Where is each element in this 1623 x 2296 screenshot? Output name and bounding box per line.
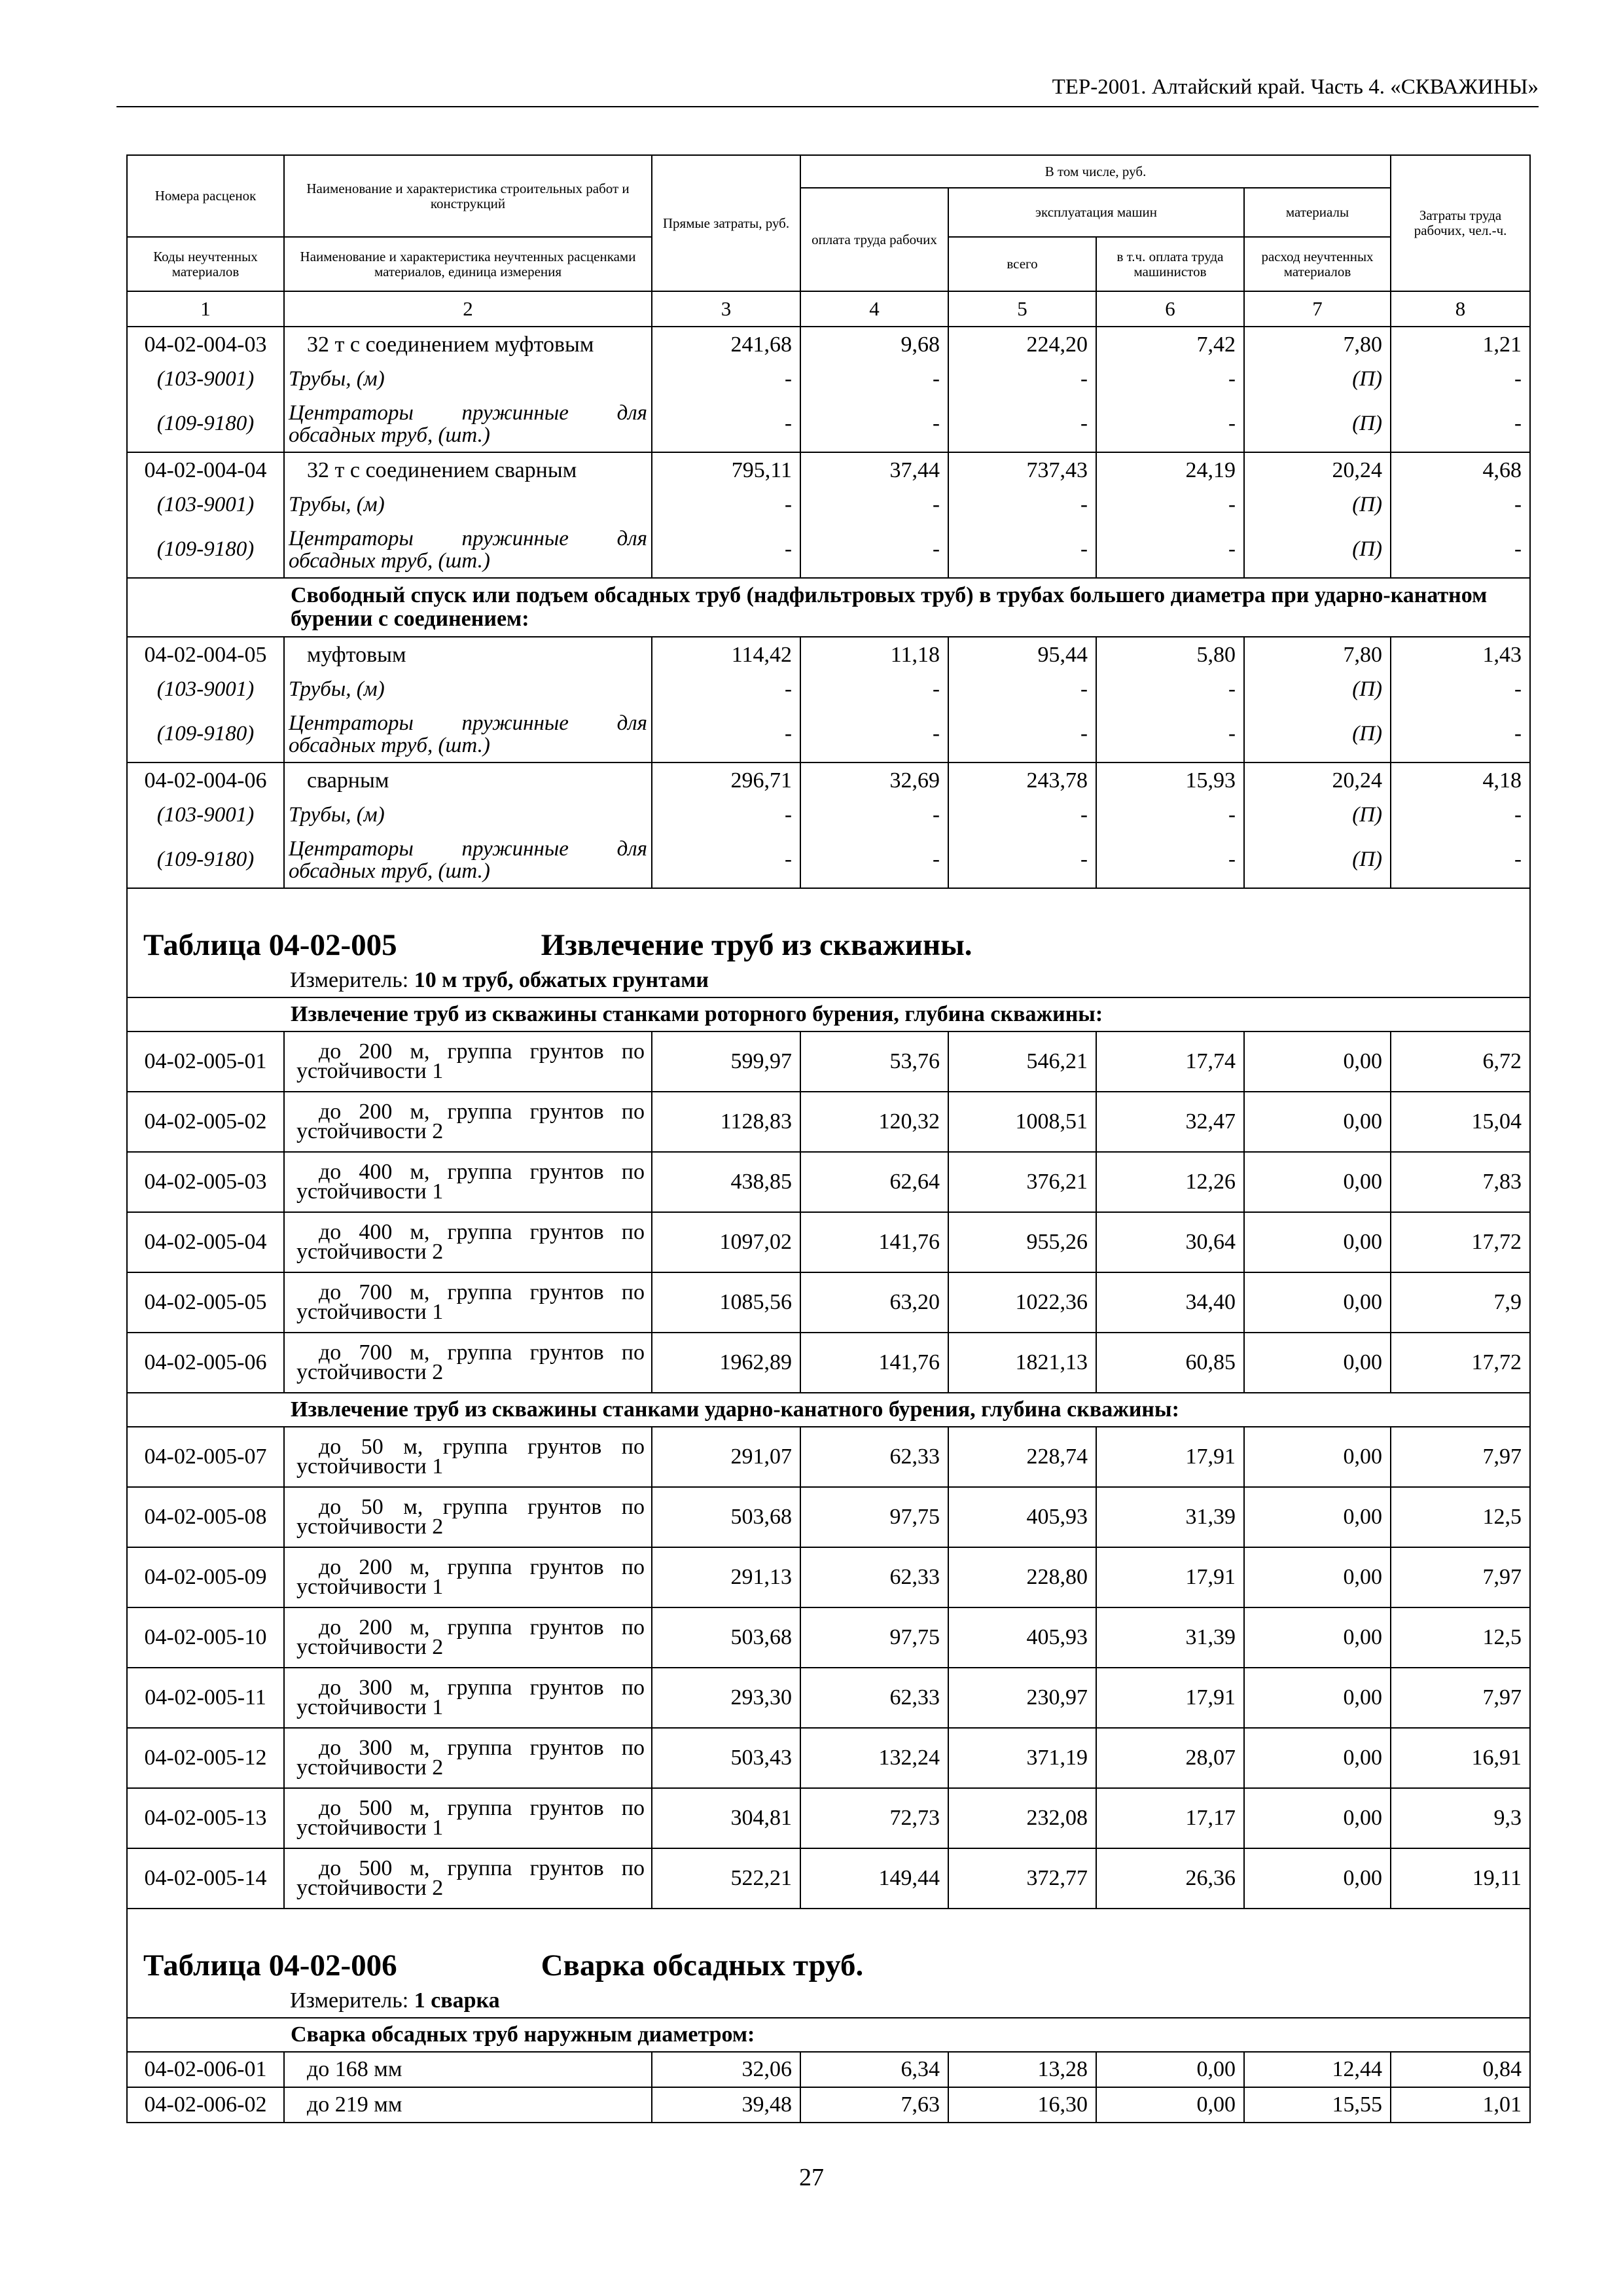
table-row: 04-02-005-01 до 200 м, группа грунтов по устойчивости 1 599,97 53,76 546,21 17,74 0,00 6,72 xyxy=(127,1031,1530,1092)
table-04-02-004-continued xyxy=(127,327,1530,888)
material-row: (109-9180) Центраторы пружинные для обсадных труб, (шт.) - - - - (П) - xyxy=(127,706,1530,762)
table-row: 04-02-005-07 до 50 м, группа грунтов по устойчивости 1 291,07 62,33 228,74 17,91 0,00 7,97 xyxy=(127,1427,1530,1487)
table-04-02-005 xyxy=(127,888,1530,1909)
table-row: 04-02-006-02 до 219 мм 39,48 7,63 16,30 0,00 15,55 1,01 xyxy=(127,2087,1530,2123)
measure-label: Измеритель: xyxy=(290,1988,409,2013)
table-row: 04-02-005-11 до 300 м, группа грунтов по устойчивости 1 293,30 62,33 230,97 17,91 0,00 7,97 xyxy=(127,1668,1530,1728)
measurement-unit xyxy=(127,967,1530,997)
col-unaccounted-materials: расход неучтенных материалов xyxy=(1244,237,1391,291)
table-subject: Сварка обсадных труб. xyxy=(541,1948,864,1982)
section-header: Извлечение труб из скважины станками роторного бурения, глубина скважины: xyxy=(127,997,1530,1031)
col-worker-pay: оплата труда рабочих xyxy=(800,188,948,291)
table-row: 04-02-005-09 до 200 м, группа грунтов по устойчивости 1 291,13 62,33 228,80 17,91 0,00 7,97 xyxy=(127,1547,1530,1607)
table-number: Таблица 04-02-005 xyxy=(143,928,397,962)
table-row: 04-02-005-10 до 200 м, группа грунтов по устойчивости 2 503,68 97,75 405,93 31,39 0,00 12,5 xyxy=(127,1607,1530,1668)
table-row: 04-02-005-04 до 400 м, группа грунтов по устойчивости 2 1097,02 141,76 955,26 30,64 0,00 17,72 xyxy=(127,1212,1530,1272)
col-rate-numbers: Номера расценок xyxy=(127,155,284,237)
col-machines-total: всего xyxy=(948,237,1096,291)
table-row: 04-02-006-01 до 168 мм 32,06 6,34 13,28 0,00 12,44 0,84 xyxy=(127,2052,1530,2087)
col-direct-costs: Прямые затраты, руб. xyxy=(652,155,800,291)
rates-table xyxy=(126,154,1531,2123)
col-material-codes: Коды неучтенных материалов xyxy=(127,237,284,291)
col-machinist-pay: в т.ч. оплата труда машинистов xyxy=(1096,237,1244,291)
table-row: 04-02-005-13 до 500 м, группа грунтов по устойчивости 1 304,81 72,73 232,08 17,17 0,00 9,3 xyxy=(127,1788,1530,1848)
section-header: Извлечение труб из скважины станками ударно-канатного бурения, глубина скважины: xyxy=(127,1393,1530,1427)
table-row: 04-02-004-06 сварным 296,71 32,69 243,78 15,93 20,24 4,18 xyxy=(127,762,1530,798)
table-row: 04-02-005-08 до 50 м, группа грунтов по устойчивости 2 503,68 97,75 405,93 31,39 0,00 12,5 xyxy=(127,1487,1530,1547)
material-row: (103-9001) Трубы, (м) - - - - (П) - xyxy=(127,672,1530,706)
material-row: (109-9180) Центраторы пружинные для обсадных труб, (шт.) - - - - (П) - xyxy=(127,396,1530,452)
table-subject: Извлечение труб из скважины. xyxy=(541,928,972,962)
table-row: 04-02-004-05 муфтовым 114,42 11,18 95,44 5,80 7,80 1,43 xyxy=(127,637,1530,672)
col-labor-hours: Затраты труда рабочих, чел.-ч. xyxy=(1391,155,1530,291)
measure-value: 1 сварка xyxy=(414,1988,500,2013)
col-material-names: Наименование и характеристика неучтенных расценками материалов, единица измерения xyxy=(284,237,652,291)
section-header: Свободный спуск или подъем обсадных труб (надфильтровых труб) в трубах большего диаметра при ударно-канатном бурении с соединением: xyxy=(127,578,1530,637)
col-machines: эксплуатация машин xyxy=(948,188,1244,237)
col-including: В том числе, руб. xyxy=(800,155,1391,188)
table-row: 04-02-005-14 до 500 м, группа грунтов по устойчивости 2 522,21 149,44 372,77 26,36 0,00 19,11 xyxy=(127,1848,1530,1909)
table-row: 04-02-005-12 до 300 м, группа грунтов по устойчивости 2 503,43 132,24 371,19 28,07 0,00 16,91 xyxy=(127,1728,1530,1788)
material-row: (103-9001) Трубы, (м) - - - - (П) - xyxy=(127,488,1530,522)
column-numbers-row: 1 2 3 4 5 6 7 8 xyxy=(127,291,1530,327)
col-materials: материалы xyxy=(1244,188,1391,237)
table-row: 04-02-005-06 до 700 м, группа грунтов по устойчивости 2 1962,89 141,76 1821,13 60,85 0,00 17,72 xyxy=(127,1333,1530,1393)
col-work-name: Наименование и характеристика строительных работ и конструкций xyxy=(284,155,652,237)
table-number: Таблица 04-02-006 xyxy=(143,1948,397,1982)
measurement-unit xyxy=(127,1987,1530,2018)
table-title xyxy=(127,1909,1530,1987)
material-row: (109-9180) Центраторы пружинные для обсадных труб, (шт.) - - - - (П) - xyxy=(127,832,1530,888)
table-title xyxy=(127,888,1530,967)
page-number: 27 xyxy=(799,2164,824,2191)
material-row: (103-9001) Трубы, (м) - - - - (П) - xyxy=(127,798,1530,832)
material-row: (103-9001) Трубы, (м) - - - - (П) - xyxy=(127,362,1530,396)
table-row: 04-02-005-05 до 700 м, группа грунтов по устойчивости 1 1085,56 63,20 1022,36 34,40 0,00 7,9 xyxy=(127,1272,1530,1333)
measure-label: Измеритель: xyxy=(290,968,409,992)
table-row: 04-02-004-03 32 т с соединением муфтовым 241,68 9,68 224,20 7,42 7,80 1,21 xyxy=(127,327,1530,362)
table-row: 04-02-005-03 до 400 м, группа грунтов по устойчивости 1 438,85 62,64 376,21 12,26 0,00 7,83 xyxy=(127,1152,1530,1212)
measure-value: 10 м труб, обжатых грунтами xyxy=(414,968,709,992)
table-header xyxy=(127,155,1530,327)
material-row: (109-9180) Центраторы пружинные для обсадных труб, (шт.) - - - - (П) - xyxy=(127,522,1530,578)
table-04-02-006 xyxy=(127,1909,1530,2123)
section-header: Сварка обсадных труб наружным диаметром: xyxy=(127,2018,1530,2052)
table-row: 04-02-005-02 до 200 м, группа грунтов по устойчивости 2 1128,83 120,32 1008,51 32,47 0,00 15,04 xyxy=(127,1092,1530,1152)
page-header: ТЕР-2001. Алтайский край. Часть 4. «СКВАЖИНЫ» xyxy=(116,71,1539,107)
table-row: 04-02-004-04 32 т с соединением сварным 795,11 37,44 737,43 24,19 20,24 4,68 xyxy=(127,452,1530,488)
